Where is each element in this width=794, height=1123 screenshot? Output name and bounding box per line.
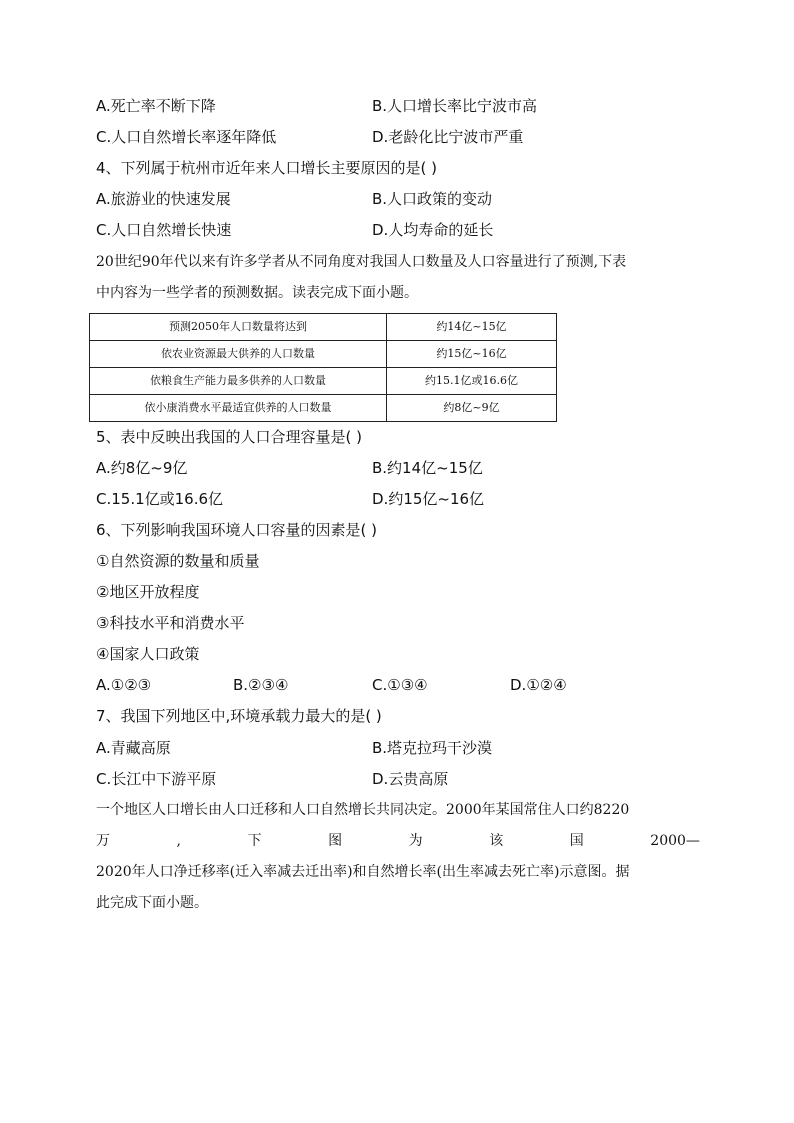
intro2-word: 万: [96, 833, 110, 849]
table-row: [90, 395, 557, 422]
intro1-line1: 20世纪90年代以来有许多学者从不同角度对我国人口数量及人口容量进行了预测,下表: [96, 254, 627, 270]
q6-item-4: ④国家人口政策: [96, 645, 200, 663]
intro2-word: ,: [176, 833, 181, 849]
table-row: [90, 341, 557, 368]
table-cell: 约14亿~15亿: [387, 314, 557, 341]
q6-item-3: ③科技水平和消费水平: [96, 614, 245, 632]
q4-stem: 4、下列属于杭州市近年来人口增长主要原因的是( ): [96, 159, 438, 177]
intro1-line2: 中内容为一些学者的预测数据。读表完成下面小题。: [96, 285, 418, 301]
intro2-word: 2000—: [650, 833, 700, 849]
table-cell: 约15.1亿或16.6亿: [387, 368, 557, 395]
q4-option-d: D.人均寿命的延长: [372, 221, 494, 239]
q6-option-b: B.②③④: [233, 676, 289, 694]
q7-option-c: C.长江中下游平原: [96, 770, 217, 788]
q6-option-d: D.①②④: [510, 676, 567, 694]
intro2-word: 该: [489, 833, 504, 849]
q7-option-a: A.青藏高原: [96, 739, 171, 757]
intro2-word: 国: [569, 833, 584, 849]
q4-option-c: C.人口自然增长快速: [96, 221, 232, 239]
intro2-word: 下: [247, 833, 262, 849]
table-row: [90, 368, 557, 395]
intro2-word: 为: [408, 833, 423, 849]
q5-stem: 5、表中反映出我国的人口合理容量是( ): [96, 428, 363, 446]
q3-option-a: A.死亡率不断下降: [96, 97, 216, 115]
intro2-line4: 此完成下面小题。: [96, 895, 208, 911]
q3-option-d: D.老龄化比宁波市严重: [372, 128, 524, 146]
q6-option-c: C.①③④: [372, 676, 428, 694]
q5-option-c: C.15.1亿或16.6亿: [96, 490, 224, 508]
table-row: [90, 314, 557, 341]
intro2-line3: 2020年人口净迁移率(迁入率减去迁出率)和自然增长率(出生率减去死亡率)示意图。据: [96, 864, 630, 880]
table-cell: 约8亿~9亿: [387, 395, 557, 422]
table-cell: 预测2050年人口数量将达到: [90, 314, 387, 341]
q6-item-2: ②地区开放程度: [96, 583, 200, 601]
q4-option-b: B.人口政策的变动: [372, 190, 493, 208]
table-cell: 依粮食生产能力最多供养的人口数量: [90, 368, 387, 395]
q4-option-a: A.旅游业的快速发展: [96, 190, 231, 208]
q5-option-a: A.约8亿~9亿: [96, 459, 188, 477]
q7-option-d: D.云贵高原: [372, 770, 449, 788]
q7-option-b: B.塔克拉玛干沙漠: [372, 739, 493, 757]
intro2-word: 图: [328, 833, 343, 849]
q6-stem: 6、下列影响我国环境人口容量的因素是( ): [96, 521, 378, 539]
prediction-table: [89, 313, 557, 422]
intro2-line2: [96, 831, 700, 851]
q5-option-d: D.约15亿~16亿: [372, 490, 485, 508]
table-cell: 依小康消费水平最适宜供养的人口数量: [90, 395, 387, 422]
q6-item-1: ①自然资源的数量和质量: [96, 552, 260, 570]
q3-option-c: C.人口自然增长率逐年降低: [96, 128, 277, 146]
table-cell: 约15亿~16亿: [387, 341, 557, 368]
intro2-line1: 一个地区人口增长由人口迁移和人口自然增长共同决定。2000年某国常住人口约8220: [96, 802, 630, 818]
q3-option-b: B.人口增长率比宁波市高: [372, 97, 538, 115]
q5-option-b: B.约14亿~15亿: [372, 459, 483, 477]
q7-stem: 7、我国下列地区中,环境承载力最大的是( ): [96, 707, 382, 725]
q6-option-a: A.①②③: [96, 676, 152, 694]
table-cell: 依农业资源最大供养的人口数量: [90, 341, 387, 368]
